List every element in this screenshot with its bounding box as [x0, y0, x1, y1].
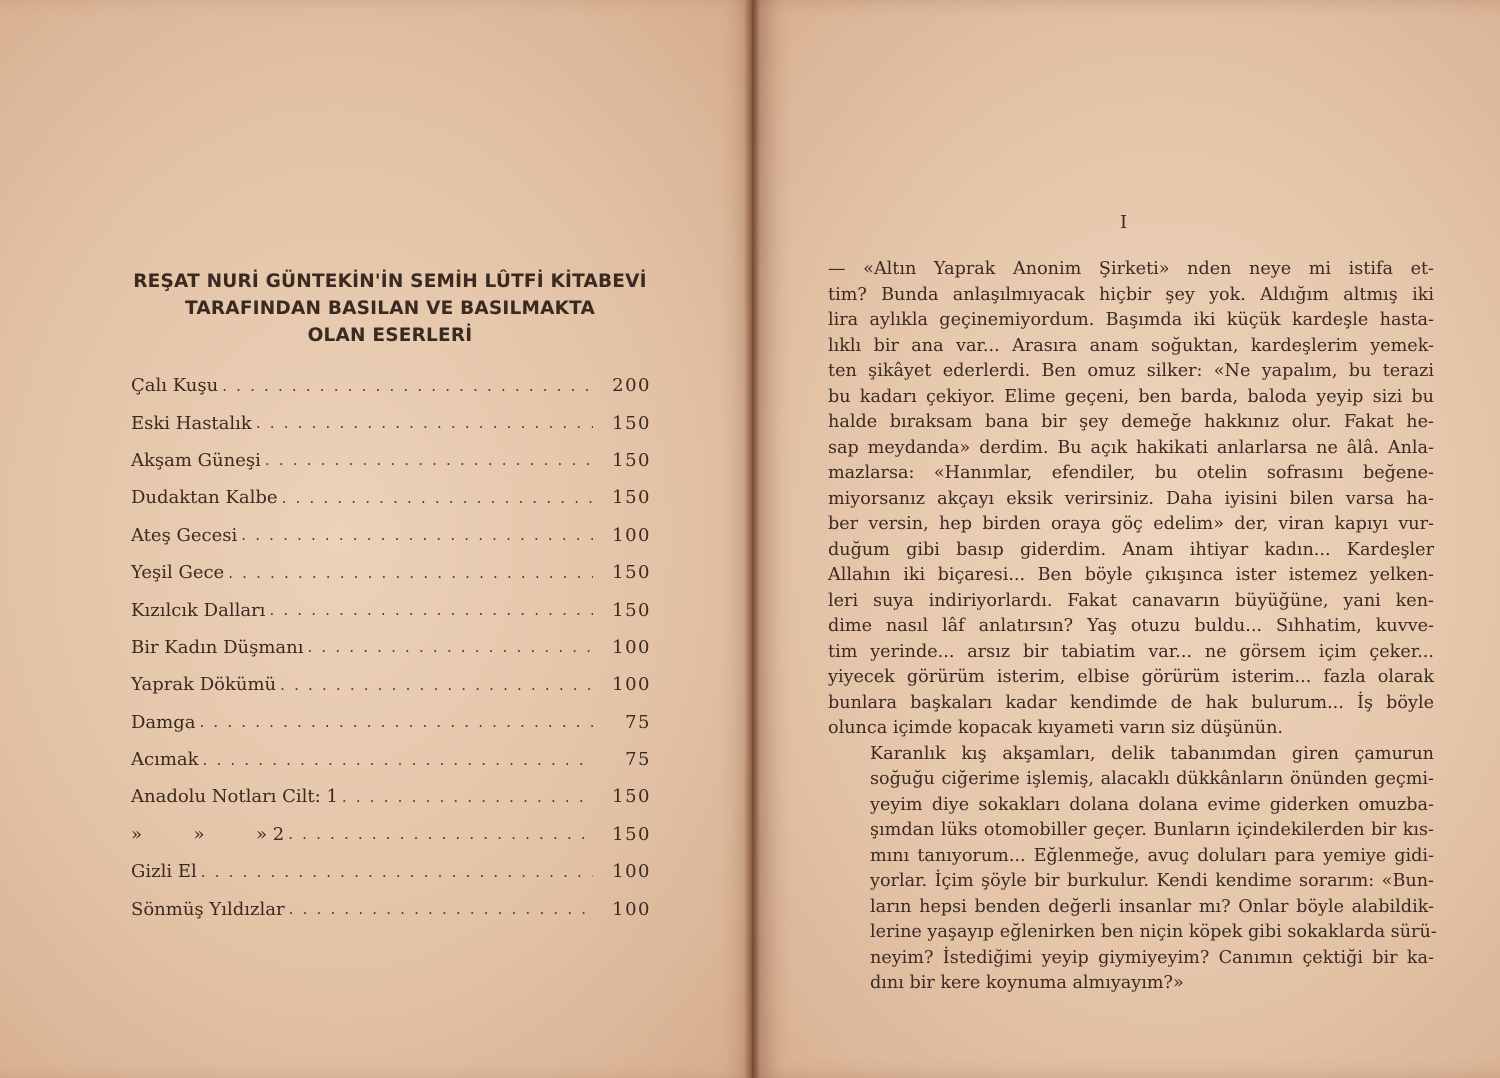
dot-leader [228, 564, 593, 582]
work-row [131, 890, 651, 927]
text-line: şımdan lüks otomobiller geçer. Bunların içindekilerden bir kıs- [870, 820, 1434, 840]
work-row [131, 816, 651, 853]
work-title: Yaprak Dökümü [131, 674, 277, 696]
text-line: yeyim diye sokakları dolana dolana evime giderken omuzba- [870, 794, 1434, 815]
text-line: Allahın iki biçaresi... Ben böyle çıkışınca ister istemez yelken- [828, 565, 1434, 585]
chapter-number: I [1120, 212, 1128, 233]
text-line: ber versin, hep birden oraya göç edelim» der, viran kapıyı vur- [828, 514, 1434, 534]
work-price: 100 [612, 674, 651, 696]
work-title: Akşam Güneşi [131, 449, 261, 471]
work-row [131, 853, 651, 890]
dot-leader [200, 713, 594, 731]
heading-line: REŞAT NURİ GÜNTEKİN'İN SEMİH LÛTFİ KİTABEVİ [133, 271, 647, 292]
work-title: » » » 2 [131, 823, 285, 845]
work-title: Dudaktan Kalbe [131, 487, 278, 509]
work-row [131, 741, 651, 778]
work-price: 150 [612, 449, 651, 471]
work-price: 100 [612, 861, 651, 883]
text-line: neyim? İstediğimi yeyip giymiyeyim? Canımın çektiği bir ka- [870, 947, 1434, 968]
work-price: 100 [612, 636, 651, 658]
work-price: 75 [625, 711, 651, 733]
dot-leader [203, 751, 593, 769]
work-price: 150 [612, 487, 651, 509]
text-line: yorlar. İçim şöyle bir burkulur. Kendi kendime sorarım: «Bun- [870, 871, 1434, 891]
text-line: dime nasıl lâf anlatırsın? Yaş otuzu buldu... Sıhhatim, kuvve- [828, 616, 1434, 636]
work-title: Damga [131, 711, 196, 733]
text-line: lira aylıkla geçinemiyordum. Başımda iki küçük kardeşle hasta- [828, 310, 1434, 330]
text-line: mını tanıyorum... Eğlenmeğe, avuç doluları para yemiye gidi- [870, 845, 1434, 866]
work-price: 150 [612, 823, 651, 845]
works-heading [90, 268, 690, 349]
text-line: duğum gibi basıp giderdim. Anam ihtiyar kadın... Kardeşler [828, 539, 1434, 560]
work-row [131, 666, 651, 703]
works-list [131, 367, 651, 928]
text-line: bunlara başkaları kadar kendimde de hak bulurum... İş böyle [828, 692, 1434, 713]
text-line: leri suya indiriyorlardı. Fakat canavarın büyüğüne, yani ken- [828, 590, 1434, 611]
dot-leader [282, 489, 593, 507]
text-line: Karanlık kış akşamları, delik tabanımdan giren çamurun [870, 743, 1434, 764]
work-title: Yeşil Gece [131, 562, 225, 584]
work-row [131, 554, 651, 591]
text-line: yiyecek görürüm isterim, elbise görürüm isterim... fazla olarak [828, 667, 1434, 687]
dot-leader [288, 825, 593, 843]
dot-leader [342, 788, 593, 806]
work-row [131, 704, 651, 741]
work-price: 100 [612, 898, 651, 920]
text-line: mazlarsa: «Hanımlar, efendiler, bu otelin sofrasını beğene- [828, 463, 1434, 483]
work-row [131, 404, 651, 441]
work-price: 150 [612, 786, 651, 808]
text-line: ların hepsi benden değerli insanlar mı? Onlar böyle alabildik- [870, 896, 1434, 917]
work-price: 200 [612, 375, 651, 397]
text-line: tim yerinde... arsız bir tabiatim var... ne görsem içim çeker... [828, 641, 1434, 662]
paragraph [828, 257, 1434, 742]
text-line: miyorsanız akçayı eksik verirsiniz. Daha iyisini bilen varsa ha- [828, 488, 1434, 509]
text-line: bu kadarı çekiyor. Elime geçeni, ben barda, baloda yeyip sizi bu [828, 386, 1434, 407]
dot-leader [256, 414, 593, 432]
text-line: lerine yaşayıp eğlenirken ben niçin köpek gibi sokaklarda sürü- [870, 922, 1437, 942]
work-price: 150 [612, 412, 651, 434]
paragraph [828, 742, 1437, 997]
heading-line: TARAFINDAN BASILAN VE BASILMAKTA [184, 298, 596, 319]
work-title: Kızılcık Dalları [131, 599, 266, 621]
work-title: Eski Hastalık [131, 412, 252, 434]
dot-leader [265, 451, 593, 469]
text-line: — «Altın Yaprak Anonim Şirketi» nden neye mi istifa et- [828, 259, 1434, 279]
work-title: Ateş Gecesi [131, 524, 238, 546]
dot-leader [289, 900, 593, 918]
work-title: Bir Kadın Düşmanı [131, 636, 304, 658]
text-line: tim? Bunda anlaşılmıyacak hiçbir şey yok. Aldığım altmış iki [828, 284, 1434, 305]
text-line: lıklı bir ana var... Arasıra anam soğuktan, kardeşlerim yemek- [828, 335, 1434, 356]
work-row [131, 629, 651, 666]
dot-leader [201, 863, 593, 881]
dot-leader [241, 526, 593, 544]
text-line: ten şikâyet ederlerdi. Ben omuz silker: «Ne yapalım, bu terazi [828, 361, 1434, 381]
chapter-text [828, 257, 1437, 997]
dot-leader [308, 638, 594, 656]
text-line: olunca içimde kopacak kıyameti varın siz düşünün. [828, 718, 1284, 738]
work-title: Anadolu Notları Cilt: 1 [131, 786, 338, 808]
dot-leader [222, 377, 593, 395]
work-row [131, 442, 651, 479]
work-title: Acımak [131, 749, 199, 771]
work-price: 100 [612, 524, 651, 546]
text-line: halde bıraksam bana bir şey demeğe hakkınız olur. Fakat he- [828, 412, 1434, 432]
work-title: Gizli El [131, 861, 197, 883]
heading-line: OLAN ESERLERİ [307, 325, 473, 346]
work-row [131, 778, 651, 815]
work-price: 150 [612, 599, 651, 621]
text-line: soğuğu ciğerime işlemiş, alacaklı dükkânların önünden geçmi- [870, 769, 1434, 789]
work-price: 75 [625, 749, 651, 771]
work-row [131, 591, 651, 628]
dot-leader [280, 676, 593, 694]
text-line: sap meydanda» derdim. Bu açık hakikati anlarlarsa ne âlâ. Anla- [828, 437, 1434, 458]
book-gutter [744, 0, 760, 1078]
work-title: Çalı Kuşu [131, 375, 219, 397]
work-row [131, 517, 651, 554]
work-row [131, 479, 651, 516]
work-row [131, 367, 651, 404]
work-price: 150 [612, 562, 651, 584]
text-line: dını bir kere koynuma almıyayım?» [870, 973, 1184, 993]
dot-leader [269, 601, 593, 619]
work-title: Sönmüş Yıldızlar [131, 898, 285, 920]
